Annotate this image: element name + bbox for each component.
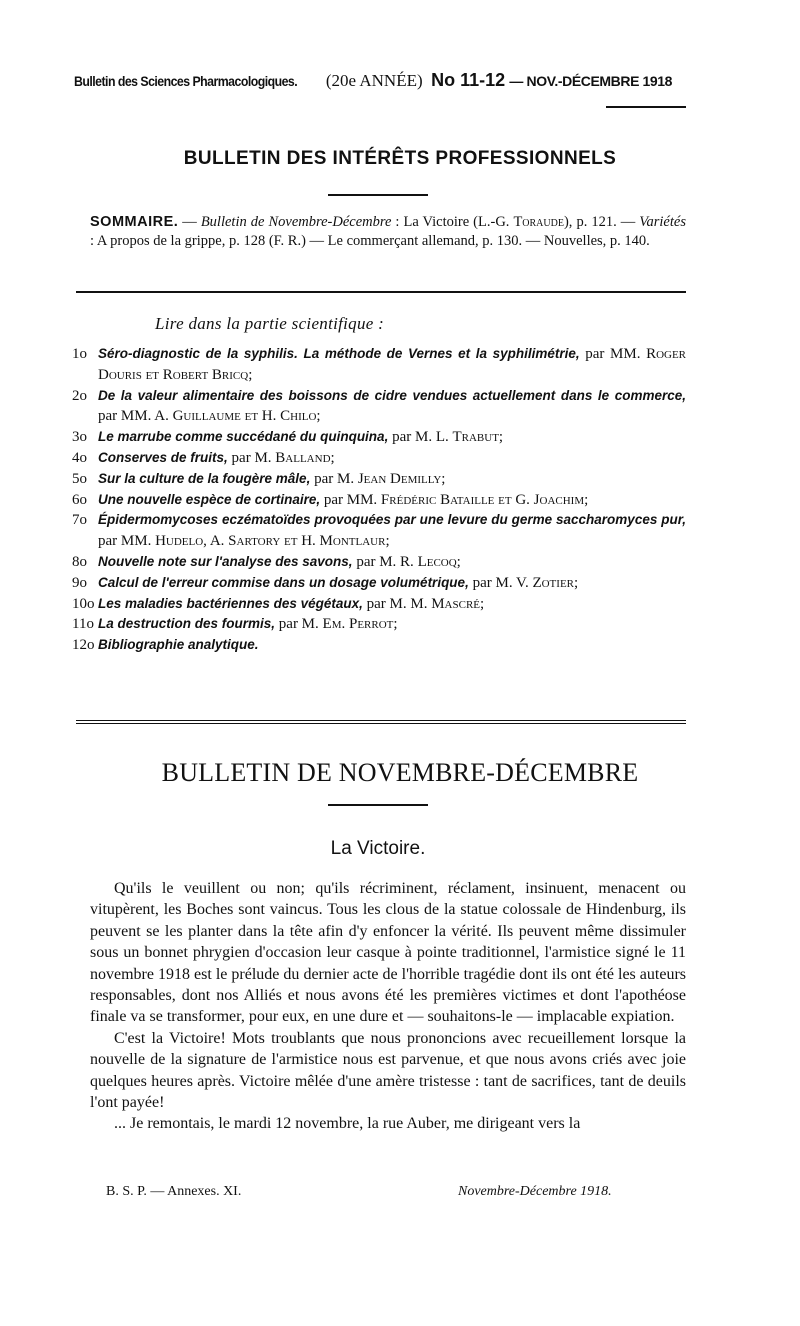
toc-item-by: par M. L. bbox=[388, 429, 453, 446]
toc-item-text bbox=[98, 427, 686, 448]
toc-item-number: 2o bbox=[72, 387, 87, 404]
scientific-contents-list bbox=[72, 344, 686, 656]
toc-item bbox=[72, 510, 686, 552]
toc-item-by: par M. bbox=[227, 449, 276, 466]
toc-item-number: 8o bbox=[72, 553, 87, 570]
toc-item-authors: Zotier; bbox=[532, 574, 579, 591]
toc-item-authors: Balland; bbox=[275, 449, 335, 466]
footer-date-text: Novembre-Décembre 1918. bbox=[458, 1184, 612, 1199]
toc-item-by: par M. bbox=[310, 470, 358, 487]
bulletin-title: BULLETIN DE NOVEMBRE-DÉCEMBRE bbox=[161, 758, 639, 787]
toc-item-title: La destruction des fourmis, bbox=[98, 616, 276, 632]
toc-item-by: par M. V. bbox=[468, 574, 533, 591]
toc-item bbox=[72, 427, 686, 448]
toc-item-text bbox=[98, 614, 686, 635]
toc-item-authors: Frédéric Bataille et G. Joachim; bbox=[380, 491, 589, 508]
section-title: BULLETIN DES INTÉRÊTS PROFESSIONNELS bbox=[183, 148, 617, 169]
toc-item bbox=[72, 573, 686, 594]
footer-date bbox=[458, 1184, 612, 1200]
toc-item-by: par MM. bbox=[320, 491, 381, 508]
article-body bbox=[90, 878, 686, 1135]
sommaire-heading: SOMMAIRE. bbox=[90, 214, 179, 230]
scientific-part-heading: Lire dans la partie scientifique : bbox=[155, 314, 385, 333]
toc-item-number: 7o bbox=[72, 512, 87, 529]
bulletin-title-rule bbox=[328, 804, 428, 806]
toc-item-by: par M. R. bbox=[352, 553, 418, 570]
sommaire-varietes-label: Variétés bbox=[639, 214, 686, 230]
toc-item-by: par MM. A. bbox=[98, 408, 173, 425]
toc-item-number: 5o bbox=[72, 470, 87, 487]
header-rule bbox=[606, 106, 686, 108]
toc-item-title: Nouvelle note sur l'analyse des savons, bbox=[98, 553, 353, 569]
sommaire-paragraph bbox=[90, 213, 686, 251]
toc-item-by: par MM. bbox=[579, 346, 647, 362]
sommaire-text: ), p. 121. — bbox=[563, 214, 640, 230]
section-title-rule bbox=[328, 194, 428, 196]
toc-item-authors: Trabut; bbox=[452, 429, 504, 446]
toc-item-authors: Lecoq; bbox=[417, 553, 461, 570]
toc-item-number: 9o bbox=[72, 574, 87, 591]
journal-name: Bulletin des Sciences Pharmacologiques. bbox=[74, 73, 298, 89]
toc-item-text bbox=[98, 594, 686, 615]
toc-item-number: 11o bbox=[72, 616, 94, 633]
issue-number: No 11-12 bbox=[431, 70, 506, 90]
toc-item-authors: Guillaume et H. Chilo; bbox=[172, 408, 321, 425]
toc-item-by: par M. M. bbox=[362, 595, 432, 612]
sommaire-bulletin-label: Bulletin de Novembre-Décembre bbox=[200, 214, 392, 230]
toc-item-number: 6o bbox=[72, 491, 87, 508]
toc-item bbox=[72, 614, 686, 635]
toc-item-text bbox=[98, 448, 686, 469]
toc-item-number: 1o bbox=[72, 346, 87, 362]
toc-item-title: Le marrube comme succédané du quinquina, bbox=[98, 429, 389, 445]
toc-item-title: Séro-diagnostic de la syphilis. La méthode de Vernes et la syphilimétrie, bbox=[98, 346, 580, 361]
toc-item-text bbox=[98, 386, 686, 428]
sommaire-text: : A propos de la grippe, p. 128 (F. R.) — Le commerçant allemand, p. 130. — Nouvelles, p. 140. bbox=[90, 233, 650, 249]
toc-item-number: 3o bbox=[72, 429, 87, 446]
toc-item-title: De la valeur alimentaire des boissons de cidre vendues actuellement dans le commerce, bbox=[98, 387, 686, 403]
toc-item-title: Épidermomycoses eczématoïdes provoquées par une levure du germe saccharomyces pur, bbox=[98, 512, 686, 528]
toc-item-text bbox=[98, 552, 686, 573]
toc-item-authors: Em. Perrot; bbox=[322, 616, 398, 633]
toc-item-text bbox=[98, 469, 686, 490]
toc-item bbox=[72, 469, 686, 490]
toc-item-number: 12o bbox=[72, 637, 95, 654]
journal-year: (20e ANNÉE) bbox=[325, 71, 423, 90]
toc-item bbox=[72, 344, 686, 386]
toc-item-text bbox=[98, 573, 686, 594]
toc-item-by: par MM. bbox=[98, 533, 156, 550]
footer-signature: B. S. P. — Annexes. XI. bbox=[106, 1184, 242, 1199]
running-header bbox=[74, 70, 686, 91]
toc-item-authors: Roger Douris et Robert Bricq; bbox=[98, 346, 687, 383]
toc-item-number: 4o bbox=[72, 449, 87, 466]
toc-item bbox=[72, 594, 686, 615]
toc-item-title: Bibliographie analytique. bbox=[98, 637, 259, 653]
issue-date: — NOV.-DÉCEMBRE 1918 bbox=[509, 73, 673, 89]
sommaire-rule bbox=[76, 291, 686, 293]
sommaire-text: — bbox=[178, 214, 201, 230]
toc-item-authors: Jean Demilly; bbox=[357, 470, 446, 487]
article-title: La Victoire. bbox=[330, 838, 426, 859]
toc-item bbox=[72, 552, 686, 573]
toc-item-text bbox=[98, 635, 686, 656]
toc-item-title: Une nouvelle espèce de cortinaire, bbox=[98, 491, 321, 507]
contents-rule bbox=[76, 723, 686, 724]
article-paragraph: ... Je remontais, le mardi 12 novembre, la rue Auber, me dirigeant vers la bbox=[114, 1115, 581, 1133]
sommaire-author: Toraude bbox=[513, 214, 564, 230]
toc-item-text bbox=[98, 510, 686, 552]
toc-item bbox=[72, 448, 686, 469]
toc-item bbox=[72, 490, 686, 511]
sommaire-text: : La Victoire (L.-G. bbox=[391, 214, 514, 230]
toc-item-authors: Hudelo, A. Sartory et H. Montlaur; bbox=[155, 533, 390, 550]
toc-item-number: 10o bbox=[72, 595, 95, 612]
toc-item-authors: Mascré; bbox=[431, 595, 485, 612]
toc-item-text bbox=[98, 344, 686, 386]
article-paragraph: C'est la Victoire! Mots troublants que nous prononcions avec recueillement lorsque la nouvelle de la signature de l'armistice nous est parvenue, et que nous avons criés avec joie quelques heures après. Victoire mêlée d'une amère tristesse : tant de sacrifices, tant de deuils l'ont payée! bbox=[90, 1029, 686, 1112]
toc-item-title: Sur la culture de la fougère mâle, bbox=[98, 470, 311, 486]
toc-item-title: Conserves de fruits, bbox=[98, 449, 228, 465]
article-paragraph: Qu'ils le veuillent ou non; qu'ils récriminent, réclament, insinuent, menacent ou vitupèrent, les Boches sont vaincus. Tous les clous de la statue colossale de Hindenburg, ils peuvent se les planter dans la tête afin d'y enfoncer la vérité. Ils peuvent même dissimuler sous un bonnet phrygien d'occasion leur casque à pointe traditionnel, l'armistice signé le 11 novembre 1918 est le prélude du dernier acte de l'horrible tragédie dont ils ont été les auteurs responsables, dont nos Alliés et nous avons été les premières victimes et dont l'apothéose finale va se transformer, pour eux, en une dure et — souhaitons-le — implacable expiation. bbox=[90, 880, 686, 1026]
toc-item-text bbox=[98, 490, 686, 511]
toc-item-title: Les maladies bactériennes des végétaux, bbox=[98, 595, 363, 611]
contents-rule bbox=[76, 720, 686, 721]
toc-item bbox=[72, 635, 686, 656]
toc-item-by: par M. bbox=[275, 616, 323, 633]
toc-item-title: Calcul de l'erreur commise dans un dosage volumétrique, bbox=[98, 574, 469, 590]
toc-item bbox=[72, 386, 686, 428]
